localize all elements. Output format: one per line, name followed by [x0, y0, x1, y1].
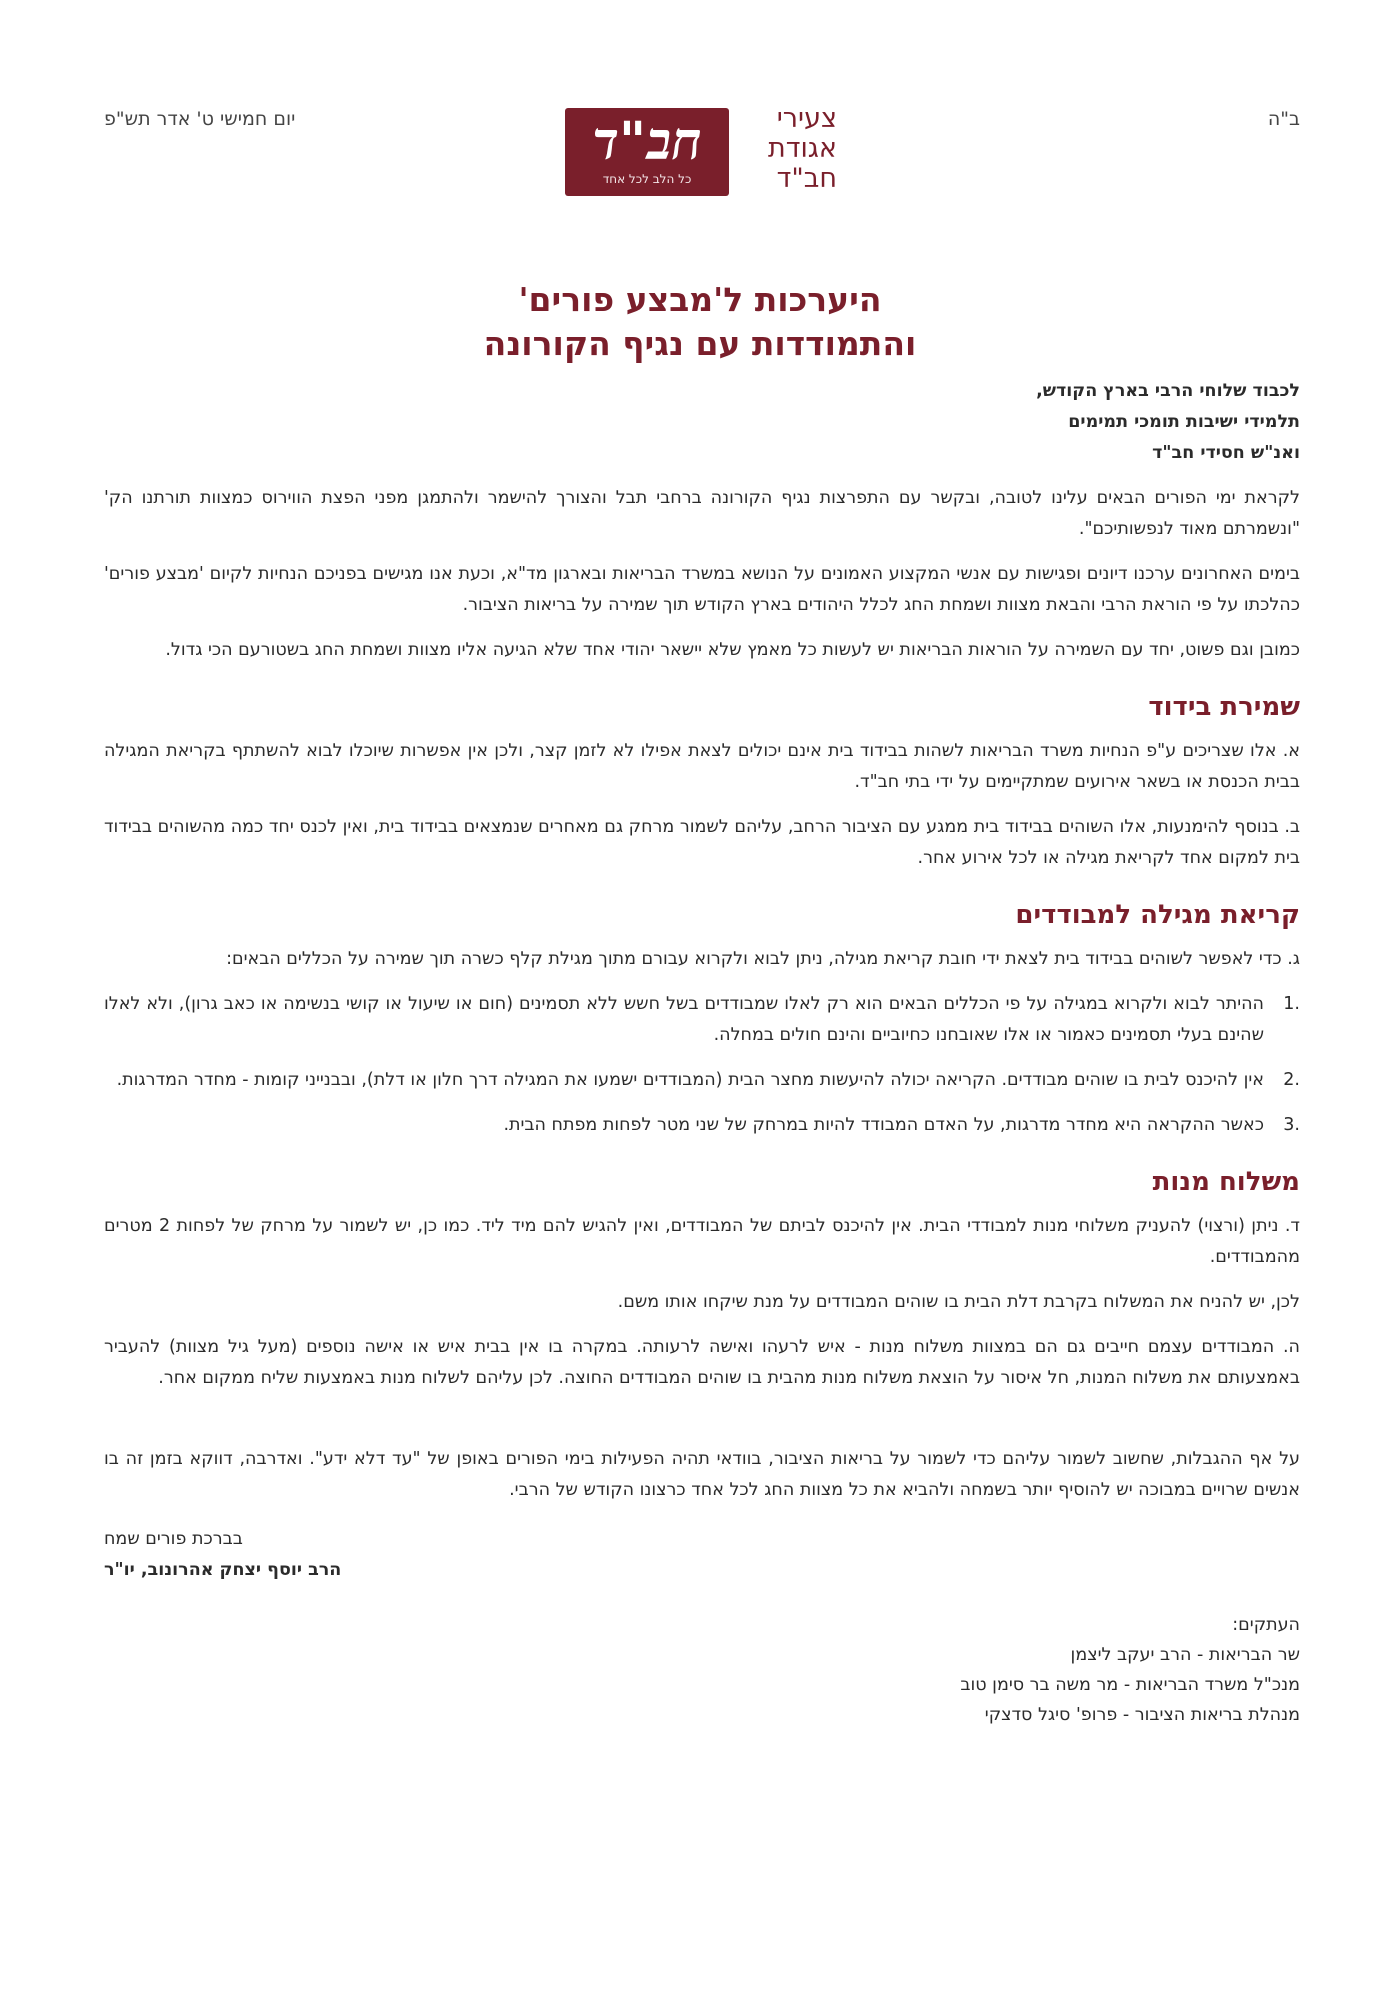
logo-emblem: [565, 108, 729, 196]
addressee-line: לכבוד שלוחי הרבי בארץ הקודש,: [1036, 381, 1300, 401]
signature-name: הרב יוסף יצחק אהרונוב, יו"ר: [104, 1560, 342, 1580]
title-line-2: והתמודדות עם נגיף הקורונה: [483, 324, 917, 363]
list-item-text: אין להיכנס לבית בו שוהים מבודדים. הקריאה יכולה להיעשות מחצר הבית (המבודדים ישמעו את המגילה דרך חלון או דלת), ובבנייני קומות - מחדר המדרגות.: [116, 1070, 1264, 1090]
list-item-number: .3: [1283, 1115, 1300, 1135]
section-heading-megillah: קריאת מגילה למבודדים: [1015, 900, 1300, 930]
section-paragraph: ה. המבודדים עצמם חייבים גם הם במצוות משלוח מנות - איש לרעהו ואישה לרעותה. במקרה בו אין בבית איש או אישה נוספים (מעל גיל מצוות) להעביר באמצעותם את משלוח המנות, חל איסור על הוצאת משלוח מנות מהבית בו שוהים המבודדים החוצה. לכן עליהם לשלוח מנות באמצעות שליח ממקום אחר.: [104, 1337, 1300, 1388]
closing-paragraph: על אף ההגבלות, שחשוב לשמור עליהם כדי לשמור על בריאות הציבור, בוודאי תהיה הפעילות בימי הפורים באופן של "עד דלא ידע". ואדרבה, דווקא בזמן זה בו אנשים שרויים במבוכה יש להוסיף יותר בשמחה ולהביא את כל מצוות החג לכל אחד כרצונו הקודש של הרבי.: [104, 1449, 1300, 1500]
blessing-line: בברכת פורים שמח: [104, 1529, 243, 1549]
list-item-number: .2: [1283, 1070, 1300, 1090]
section-paragraph: ב. בנוסף להימנעות, אלו השוהים בבידוד בית ממגע עם הציבור הרחב, עליהם לשמור מרחק גם מאחרים שנמצאים בבידוד בית, ואין לכנס יחד כמה מהשוהים בבידוד בית למקום אחד לקריאת מגילה או לכל אירוע אחר.: [104, 817, 1300, 868]
list-item-text: כאשר ההקראה היא מחדר מדרגות, על האדם המבודד להיות במרחק של שני מטר לפחות מפתח הבית.: [503, 1115, 1264, 1135]
logo-main-text: חב"ד: [592, 111, 702, 172]
intro-paragraph: בימים האחרונים ערכנו דיונים ופגישות עם אנשי המקצוע האמונים על הנושא במשרד הבריאות ובארגון מד"א, וכעת אנו מגישים בפניכם הנחיות לקיום 'מבצע פורים' כהלכתו על פי הוראת הרבי והבאת מצוות ושמחת החג לכלל היהודים בארץ הקודש תוך שמירה על בריאות הציבור.: [104, 564, 1300, 615]
logo-side-line: חב"ד: [776, 163, 837, 194]
letter-date: יום חמישי ט' אדר תש"פ: [104, 108, 296, 130]
chabad-youth-logo: [565, 104, 835, 200]
letter-body: [104, 376, 1300, 1730]
logo-side-text: [737, 104, 837, 194]
megillah-rules-list: [104, 989, 1300, 1141]
cc-line: שר הבריאות - הרב יעקב ליצמן: [1070, 1645, 1300, 1665]
addressee-block: [104, 376, 1300, 469]
section-heading-mishloach-manot: משלוח מנות: [1152, 1167, 1300, 1197]
addressee-line: ואנ"ש חסידי חב"ד: [1152, 443, 1300, 463]
list-item: [104, 989, 1300, 1051]
logo-side-line: צעירי: [776, 103, 837, 134]
section-heading-isolation: שמירת בידוד: [1148, 692, 1300, 722]
list-item-number: .1: [1283, 994, 1300, 1014]
section-paragraph: ג. כדי לאפשר לשוהים בבידוד בית לצאת ידי חובת קריאת מגילה, ניתן לבוא ולקרוא עבורם מתוך מגילת קלף כשרה תוך שמירה על הכללים הבאים:: [226, 949, 1300, 969]
cc-line: מנהלת בריאות הציבור - פרופ' סיגל סדצקי: [984, 1705, 1300, 1725]
letter-title: [100, 278, 1300, 366]
section-paragraph: א. אלו שצריכים ע"פ הנחיות משרד הבריאות לשהות בבידוד בית אינם יכולים לצאת אפילו לא לזמן קצר, ולכן אין אפשרות שיוכלו לבוא להשתתף בקריאת המגילה בבית הכנסת או בשאר אירועים שמתקיימים על ידי בתי חב"ד.: [104, 741, 1300, 792]
bh-mark: ב"ה: [1267, 108, 1300, 130]
list-item-text: ההיתר לבוא ולקרוא במגילה על פי הכללים הבאים הוא רק לאלו שמבודדים בשל חשש ללא תסמינים (חום או שיעול או קושי בנשימה או כאב גרון), ולא לאלו שהינם בעלי תסמינים כאמור או אלו שאובחנו כחיוביים והינם חולים במחלה.: [104, 994, 1264, 1045]
logo-slogan: כל הלב לכל אחד: [602, 172, 692, 186]
intro-paragraph: כמובן וגם פשוט, יחד עם השמירה על הוראות הבריאות יש לעשות כל מאמץ שלא יישאר יהודי אחד שלא הגיעה אליו מצוות ושמחת החג בשטורעם הכי גדול.: [165, 640, 1300, 660]
title-line-1: היערכות ל'מבצע פורים': [518, 280, 882, 319]
section-paragraph: לכן, יש להניח את המשלוח בקרבת דלת הבית בו שוהים המבודדים על מנת שיקחו אותו משם.: [617, 1292, 1300, 1312]
cc-line: מנכ"ל משרד הבריאות - מר משה בר סימן טוב: [960, 1675, 1300, 1695]
addressee-line: תלמידי ישיבות תומכי תמימים: [1068, 412, 1300, 432]
list-item: [104, 1065, 1300, 1096]
spacer: [104, 1408, 1300, 1444]
cc-label: העתקים:: [1232, 1615, 1300, 1635]
section-paragraph: ד. ניתן (ורצוי) להעניק משלוחי מנות למבודדי הבית. אין להיכנס לביתם של המבודדים, ואין להגיש להם מיד ליד. כמו כן, יש לשמור על מרחק של לפחות 2 מטרים מהמבודדים.: [104, 1216, 1300, 1267]
intro-paragraph: לקראת ימי הפורים הבאים עלינו לטובה, ובקשר עם התפרצות נגיף הקורונה ברחבי תבל והצורך להישמר ולהתמגן מפני הפצת הווירוס כמצוות תורתנו הק' "ונשמרתם מאוד לנפשותיכם".: [104, 488, 1300, 539]
list-item: [104, 1110, 1300, 1141]
logo-side-line: אגודת: [767, 133, 837, 164]
cc-block: [104, 1610, 1300, 1730]
